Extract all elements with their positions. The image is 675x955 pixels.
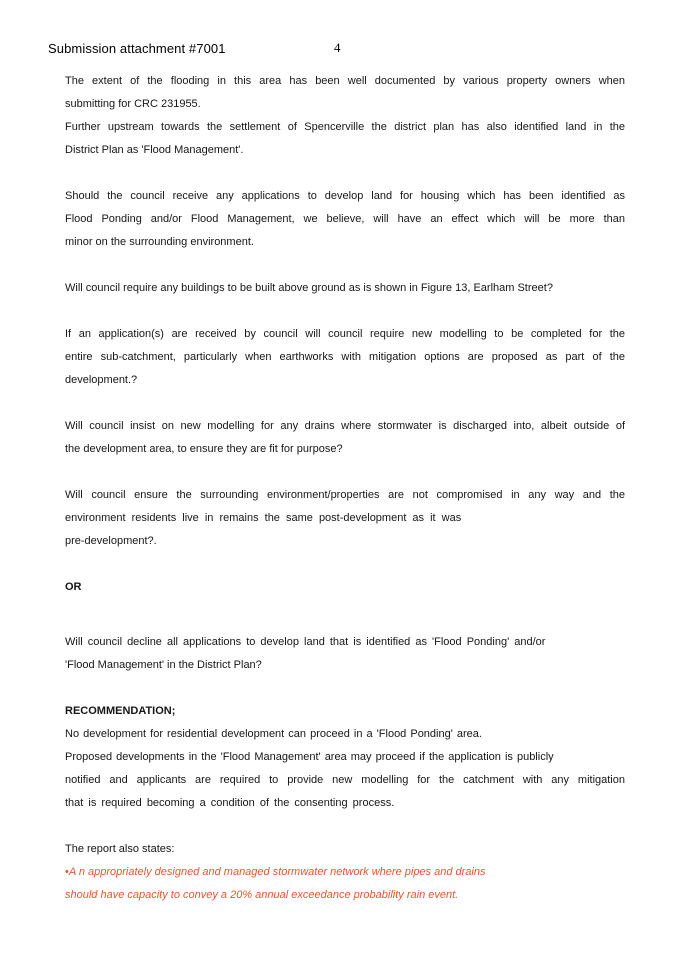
text-line: pre-development?. — [65, 535, 157, 547]
spacer — [65, 162, 625, 185]
text-line: Will council require any buildings to be built above ground as is shown in Figure 13, Earlham Street? — [65, 282, 553, 294]
text-line: minor on the surrounding environment. — [65, 236, 254, 248]
document-body — [65, 70, 625, 907]
text-line: Will council decline all applications to develop land that is identified as 'Flood Ponding' and/or — [65, 636, 546, 648]
spacer — [65, 553, 625, 576]
quote-line — [65, 861, 625, 884]
text-line: submitting for CRC 231955. — [65, 98, 201, 110]
text-line: Will council insist on new modelling for any drains where stormwater is discharged into, albeit outside of — [65, 420, 625, 432]
paragraph-drains-question — [65, 415, 625, 461]
text-line: Flood Ponding and/or Flood Management, we believe, will have an effect which will be more than — [65, 213, 625, 225]
paragraph-applications-effect — [65, 185, 625, 254]
paragraph-decline-question — [65, 631, 625, 677]
text-line: Will council ensure the surrounding environment/properties are not compromised in any way and the — [65, 489, 625, 501]
spacer — [65, 622, 625, 631]
report-quote — [65, 861, 625, 907]
text-line: Should the council receive any applications to develop land for housing which has been identified as — [65, 190, 625, 202]
bullet-icon: • — [65, 866, 69, 878]
text-line: notified and applicants are required to provide new modelling for the catchment with any mitigation — [65, 774, 625, 786]
text-line: entire sub-catchment, particularly when earthworks with mitigation options are proposed as part of the — [65, 351, 625, 363]
paragraph-modelling-question — [65, 323, 625, 392]
quote-line: should have capacity to convey a 20% annual exceedance probability rain event. — [65, 889, 459, 901]
spacer — [65, 461, 625, 484]
report-states-line: The report also states: — [65, 843, 175, 855]
document-header-title: Submission attachment #7001 — [48, 41, 226, 56]
text-line: development.? — [65, 374, 138, 386]
text-line: If an application(s) are received by council will council require new modelling to be completed for the — [65, 328, 625, 340]
spacer — [65, 677, 625, 700]
recommendation-heading: RECOMMENDATION; — [65, 705, 176, 717]
spacer — [65, 815, 625, 838]
text-line: 'Flood Management' in the District Plan? — [65, 659, 262, 671]
paragraph-recommendation — [65, 723, 625, 815]
text-line: Further upstream towards the settlement of Spencerville the district plan has also identified land in the — [65, 121, 625, 133]
paragraph-buildings-question — [65, 277, 625, 300]
paragraph-environment-question — [65, 484, 625, 553]
spacer — [65, 300, 625, 323]
page-number: 4 — [334, 40, 341, 55]
or-label: OR — [65, 581, 82, 593]
spacer — [65, 599, 625, 622]
quote-text: A n appropriately designed and managed stormwater network where pipes and drains — [68, 866, 486, 878]
text-line: environment residents live in remains the same post-development as it was — [65, 512, 462, 524]
text-line: Proposed developments in the 'Flood Management' area may proceed if the application is publicly — [65, 751, 554, 763]
paragraph-flooding-documented — [65, 70, 625, 162]
text-line: District Plan as 'Flood Management'. — [65, 144, 244, 156]
text-line: the development area, to ensure they are fit for purpose? — [65, 443, 343, 455]
spacer — [65, 392, 625, 415]
text-line: No development for residential development can proceed in a 'Flood Ponding' area. — [65, 728, 482, 740]
text-line: that is required becoming a condition of the consenting process. — [65, 797, 395, 809]
text-line: The extent of the flooding in this area has been well documented by various property owners when — [65, 75, 625, 87]
spacer — [65, 254, 625, 277]
